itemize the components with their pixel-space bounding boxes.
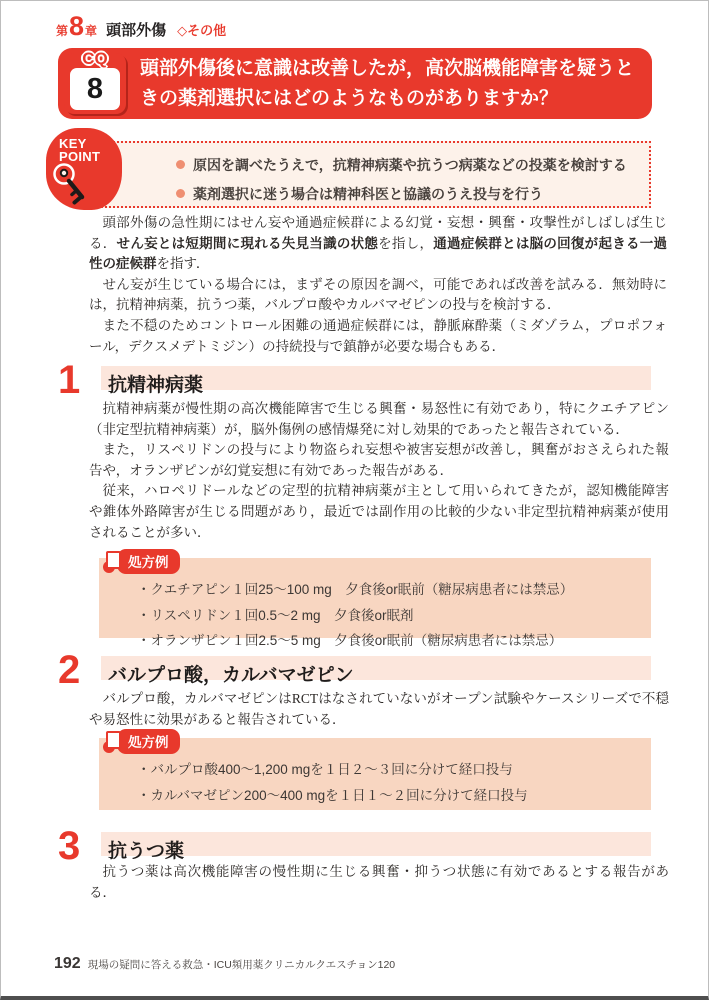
keypoint-box [101,141,651,208]
book-title: 現場の疑問に答える救急・ICU頻用薬クリニカルクエスチョン120 [87,959,396,971]
bold-term: せん妄とは短期間に現れる失見当識の状態 [116,235,379,251]
keypoint-badge-label: KEY POINT [59,136,101,164]
chapter-title: 頭部外傷 [106,22,167,39]
section-3-heading [58,824,651,868]
page-number: 192 [54,955,81,972]
chapter-subcategory: ◇その他 [177,23,227,38]
prescription-item: ・バルプロ酸400～1,200 mgを１日２～３回に分けて経口投与 [137,762,513,777]
prescription-box [99,735,651,810]
cq-badge-label: CQ [82,49,108,68]
section-title: バルプロ酸，カルバマゼピン [108,665,354,686]
prescription-item: ・オランザピン１回2.5～5 mg 夕食後or眠前（糖尿病患者には禁忌） [137,633,563,648]
section-number: 3 [58,824,81,868]
bullet-icon [176,160,185,169]
cq-banner [58,48,652,119]
chapter-header [56,13,226,40]
paragraph: 従来，ハロペリドールなどの定型的抗精神病薬が主として用いられてきたが，認知機能障害や錐体外路障害が生じる問題があり，最近では副作用の比較的少ない非定型抗精神病薬が使用されることが多い． [89,483,669,540]
paragraph: 頭部外傷の急性期にはせん妄や通過症候群による幻覚・妄想・興奮・攻撃性がしばしば生じる．せん妄とは短期間に現れる失見当識の状態を指し，通過症候群とは脳の回復が起きる一過性の症候群を指す． [89,215,668,272]
intro-paragraphs [89,213,667,357]
section-1-body [89,399,669,543]
prescription-label-wrap [103,729,180,754]
keypoint-section [46,128,651,212]
keypoint-badge [46,128,122,210]
paragraph: せん妄が生じている場合には，まずその原因を調べ，可能であれば改善を試みる．無効時には，抗精神病薬，抗うつ薬，バルプロ酸やカルバマゼピンの投与を検討する． [89,276,667,313]
section-title: 抗精神病薬 [108,375,204,396]
keypoint-item-text: 薬剤選択に迷う場合は精神科医と協議のうえ投与を行う [193,185,543,202]
paragraph: 抗精神病薬が慢性期の高次機能障害で生じる興奮・易怒性に有効であり，特にクエチアピン（非定型抗精神病薬）が，脳外傷例の感情爆発に対し効果的であったと報告されている． [89,401,669,437]
chapter-label-suffix: 章 [85,24,98,38]
cq-question-text: 頭部外傷後に意識は改善したが，高次脳機能障害を疑うときの薬剤選択にはどのようなものがありますか？ [140,57,635,109]
cq-badge-number: 8 [86,73,104,105]
chapter-label-prefix: 第 [56,24,69,38]
cq-badge [64,49,126,114]
section-2-body [89,689,669,730]
prescription-label: 処方例 [117,549,180,574]
prescription-box [99,555,651,648]
prescription-label-wrap [103,549,180,574]
prescription-label: 処方例 [117,729,180,754]
key-icon [50,162,92,208]
section-number: 2 [58,648,81,692]
section-title: 抗うつ薬 [108,841,185,862]
bullet-icon [176,189,185,198]
chapter-number: 8 [69,11,85,41]
section-number: 1 [58,358,81,402]
page-footer [54,955,395,973]
keypoint-item [176,179,641,208]
paragraph: また不穏のためコントロール困難の通過症候群には，静脈麻酔薬（ミダゾラム，プロポフォール，デクスメデトミジン）の持続投与で鎮静が必要な場合もある． [89,317,667,354]
prescription-pad-icon [103,731,123,753]
keypoint-item-text: 原因を調べたうえで，抗精神病薬や抗うつ病薬などの投薬を検討する [193,156,627,173]
prescription-item: ・リスペリドン１回0.5～2 mg 夕食後or眠剤 [137,607,414,623]
bold-term: 通過症候群とは脳の回復が起きる一過性の症候群 [89,235,668,272]
paragraph: 抗うつ薬は高次機能障害の慢性期に生じる興奮・抑うつ状態に有効であるとする報告がある． [89,864,669,900]
paragraph: バルプロ酸，カルバマゼピンはRCTはなされていないがオープン試験やケースシリーズで不穏や易怒性に効果があると報告されている． [89,691,669,727]
prescription-pad-icon [103,551,123,573]
section-1-heading [58,358,651,402]
prescription-item: ・カルバマゼピン200～400 mgを１日１～２回に分けて経口投与 [137,787,528,803]
prescription-item: ・クエチアピン１回25～100 mg 夕食後or眠前（糖尿病患者には禁忌） [137,582,574,597]
section-3-body [89,862,669,903]
keypoint-item [176,150,641,179]
section-2-heading [58,648,651,692]
paragraph: また，リスペリドンの投与により物盗られ妄想や被害妄想が改善し，興奮がおさえられた報告や，オランザピンが幻覚妄想に有効であった報告がある． [89,442,669,478]
